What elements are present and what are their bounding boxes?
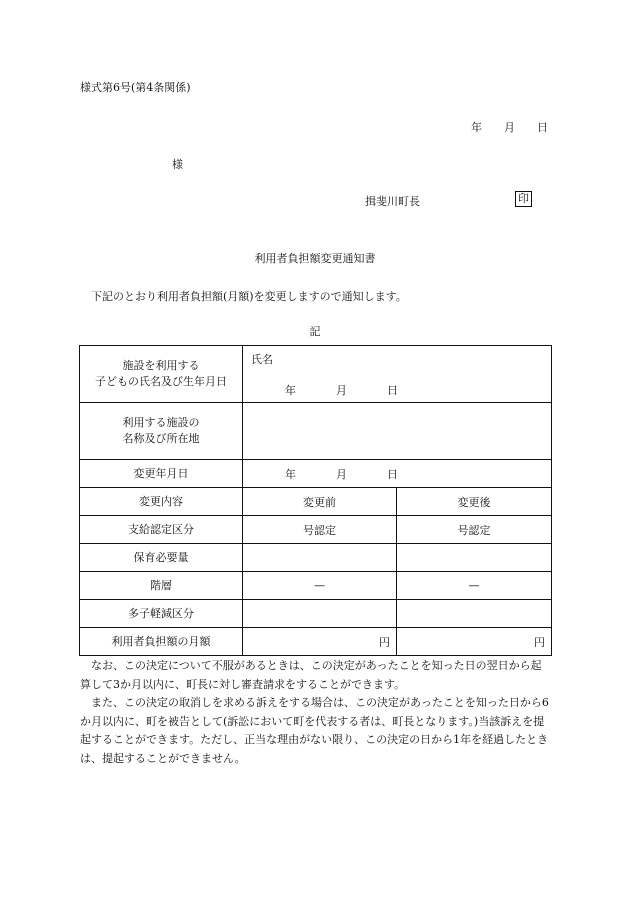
child-info-cell (243, 346, 552, 403)
before-header: 変更前 (243, 488, 397, 516)
lawsuit-note: また、この決定の取消しを求める訴えをする場合は、この決定があったことを知った日から6か月以内に、町を被告として(訴訟において町を代表する者は、町長となります。)当該訴えを提起することができます。ただし、正当な理由がない限り、この決定の日から1年を経過したときは、提起することができません。 (80, 696, 549, 765)
table-row (80, 572, 552, 600)
facility-label-line1: 利用する施設の (122, 416, 200, 429)
facility-label-line2: 名称及び所在地 (122, 432, 200, 445)
monthly-amount-before: 円 (243, 628, 397, 656)
date-month: 月 (504, 121, 515, 134)
after-header: 変更後 (397, 488, 552, 516)
care-amount-before (243, 544, 397, 572)
care-amount-after (397, 544, 552, 572)
table-row (80, 403, 552, 460)
tier-after: — (397, 572, 552, 600)
tier-label: 階層 (80, 572, 243, 600)
table-row (80, 600, 552, 628)
change-month: 月 (336, 467, 347, 481)
category-before: 号認定 (243, 516, 397, 544)
issuer-name: 揖斐川町長 (365, 195, 420, 208)
table-row (80, 516, 552, 544)
appeal-note: なお、この決定について不服があるときは、この決定があったことを知った日の翌日から起算して3か月以内に、町長に対し審査請求をすることができます。 (80, 659, 542, 691)
birth-month: 月 (336, 384, 347, 397)
facility-value-cell (243, 403, 552, 460)
monthly-amount-after: 円 (397, 628, 552, 656)
child-label-line1: 施設を利用する (122, 359, 200, 372)
child-label-cell (80, 346, 243, 403)
issue-date (471, 119, 548, 135)
care-amount-label: 保育必要量 (80, 544, 243, 572)
ki-heading: 記 (309, 325, 321, 338)
change-day: 日 (387, 467, 398, 481)
table-row (80, 346, 552, 403)
child-label-line2: 子どもの氏名及び生年月日 (95, 375, 227, 388)
monthly-amount-label: 利用者負担額の月額 (80, 628, 243, 656)
document-title: 利用者負担額変更通知書 (254, 252, 376, 265)
birth-year: 年 (285, 384, 296, 397)
seal-mark: 印 (515, 191, 532, 207)
table-row (80, 460, 552, 488)
multi-child-label: 多子軽減区分 (80, 600, 243, 628)
category-after: 号認定 (397, 516, 552, 544)
multi-child-after (397, 600, 552, 628)
category-label: 支給認定区分 (80, 516, 243, 544)
notice-table (79, 345, 552, 656)
form-number: 様式第6号(第4条関係) (80, 81, 191, 94)
change-date (285, 466, 551, 482)
birth-date (251, 382, 551, 398)
tier-before: — (243, 572, 397, 600)
change-content-label: 変更内容 (80, 488, 243, 516)
notes-section (80, 657, 552, 768)
table-row (80, 628, 552, 656)
table-row (80, 544, 552, 572)
facility-label-cell (80, 403, 243, 460)
multi-child-before (243, 600, 397, 628)
birth-day: 日 (387, 384, 398, 397)
intro-text: 下記のとおり利用者負担額(月額)を変更しますので通知します。 (91, 290, 407, 303)
change-date-label: 変更年月日 (80, 460, 243, 488)
recipient-suffix: 様 (172, 158, 183, 171)
change-year: 年 (285, 467, 296, 481)
table-row (80, 488, 552, 516)
date-day: 日 (537, 121, 548, 134)
name-label: 氏名 (251, 353, 273, 366)
date-year: 年 (471, 121, 482, 134)
change-date-cell (243, 460, 552, 488)
